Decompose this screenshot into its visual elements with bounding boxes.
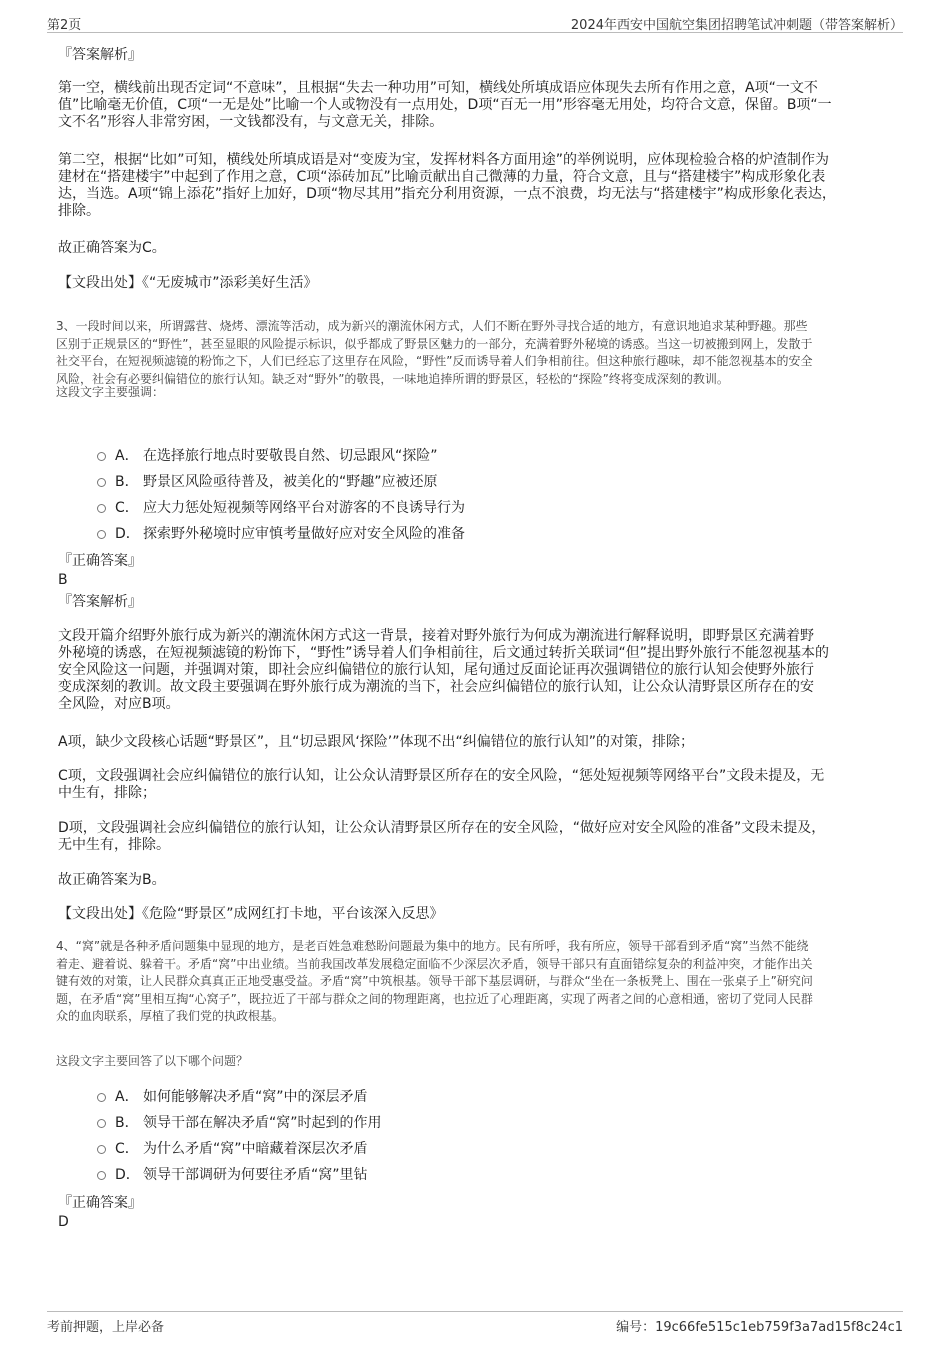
q3-conclusion: 故正确答案为B。 [58,872,166,888]
document-code [616,1316,903,1335]
q3-option-a[interactable] [97,447,597,465]
text-line: 第一空，横线前出现否定词“不意味”，且根据“失去一种功用”可知，横线处所填成语应体现失去所有作用之意，A项“一文不 [58,80,818,96]
text-line: 键有效的对策，让人民群众真真正正地受惠受益。矛盾“窝”中筑根基。领导干部下基层调研，与群众“坐在一条板凳上、围在一张桌子上”研究问 [56,974,813,988]
q4-option-b[interactable] [97,1114,597,1132]
text-line: 4、“窝”就是各种矛盾问题集中显现的地方，是老百姓急难愁盼问题最为集中的地方。民有所呼，我有所应，领导干部看到矛盾“窝”当然不能绕 [56,939,809,953]
option-text: 如何能够解决矛盾“窝”中的深层矛盾 [143,1089,368,1105]
q3-analysis-option-c [58,768,898,802]
q2-analysis-para1 [58,80,898,131]
option-text: 领导干部在解决矛盾“窝”时起到的作用 [143,1115,382,1131]
option-letter: B． [115,1115,139,1131]
q3-option-b[interactable] [97,473,597,491]
text-line: 建材在“搭建楼宇”中起到了作用之意，C项“添砖加瓦”比喻贡献出自己微薄的力量，符合文意，且与“搭建楼宇”构成形象化表 [58,169,826,185]
q2-conclusion: 故正确答案为C。 [58,240,166,256]
option-letter: C． [115,500,139,516]
text-line: 3、一段时间以来，所谓露营、烧烤、漂流等活动，成为新兴的潮流休闲方式，人们不断在野外寻找合适的地方，有意识地追求某种野趣。那些 [56,319,808,333]
option-text: 在选择旅行地点时要敬畏自然、切忌跟风“探险” [143,448,438,464]
q3-answer: B [58,572,68,588]
option-text: 野景区风险亟待普及，被美化的“野趣”应被还原 [143,474,438,490]
text-line: 风险，社会有必要纠偏错位的旅行认知。缺乏对“野外”的敬畏，一味地追捧所谓的野景区，轻松的“探险”终将变成深刻的教训。 [56,371,729,386]
radio-icon[interactable] [97,1145,106,1154]
option-letter: A． [115,1089,139,1105]
radio-icon[interactable] [97,478,106,487]
q2-source: 【文段出处】《“无废城市”添彩美好生活》 [58,275,318,291]
q3-stem [56,318,906,388]
radio-icon[interactable] [97,1171,106,1180]
option-text: 为什么矛盾“窝”中暗藏着深层次矛盾 [143,1141,368,1157]
q3-analysis-option-d [58,820,898,854]
q3-source: 【文段出处】《危险“野景区”成网红打卡地，平台该深入反思》 [58,906,444,922]
option-letter: B． [115,474,139,490]
option-text: 领导干部调研为何要往矛盾“窝”里钻 [143,1167,368,1183]
radio-icon[interactable] [97,530,106,539]
text-line: D项，文段强调社会应纠偏错位的旅行认知，让公众认清野景区所存在的安全风险，“做好应对安全风险的准备”文段未提及， [58,820,826,836]
text-line: 值”比喻毫无价值，C项“一无是处”比喻一个人或物没有一点用处，D项“百无一用”形容毫无用处，均符合文意，保留。B项“一 [58,97,832,113]
option-text: 探索野外秘境时应审慎考量做好应对安全风险的准备 [143,526,465,542]
q3-question: 这段文字主要强调： [56,385,165,399]
q4-option-d[interactable] [97,1166,597,1184]
text-line: 达，当选。A项“锦上添花”指好上加好，D项“物尽其用”指充分利用资源，一点不浪费，均无法与“搭建楼宇”构成形象化表达， [58,186,836,202]
text-line: 题，在矛盾“窝”里相互掏“心窝子”，既拉近了干部与群众之间的物理距离，也拉近了心理距离，实现了两者之间的心意相通，密切了党同人民群 [56,991,813,1006]
radio-icon[interactable] [97,452,106,461]
code-label: 编号： [616,1320,656,1335]
document-title: 2024年西安中国航空集团招聘笔试冲刺题（带答案解析） [570,18,903,33]
option-letter: A． [115,448,139,464]
text-line: 排除。 [58,203,100,219]
text-line: 众的血肉联系，厚植了我们党的执政根基。 [56,1009,285,1023]
text-line: 文段开篇介绍野外旅行成为新兴的潮流休闲方式这一背景，接着对野外旅行为何成为潮流进行解释说明，即野景区充满着野 [58,628,814,644]
option-letter: D． [115,526,140,542]
text-line: 全风险，对应B项。 [58,696,180,712]
q3-analysis-option-a [58,734,898,751]
text-line: 变成深刻的教训。故文段主要强调在野外旅行成为潮流的当下，社会应纠偏错位的旅行认知，让公众认清野景区所存在的安 [58,679,814,695]
text-line: A项，缺少文段核心话题“野景区”，且“切忌跟风‘探险’”体现不出“纠偏错位的旅行认知”的对策，排除； [58,734,694,750]
option-letter: C． [115,1141,139,1157]
text-line: 区别于正规景区的“野性”，甚至显眼的风险提示标识，似乎都成了野景区魅力的一部分，充满着野外秘境的诱惑。当这一切被搬到网上，发散于 [56,336,813,351]
q4-answer: D [58,1214,69,1230]
q4-stem [56,938,906,1026]
option-letter: D． [115,1167,140,1183]
text-line: 社交平台，在短视频滤镜的粉饰之下，人们已经忘了这里存在风险，“野性”反而诱导着人们争相前往。但这种旅行趣味，却不能忽视基本的安全 [56,354,813,368]
q4-answer-title: 『正确答案』 [58,1195,142,1211]
page-header [47,12,903,33]
text-line: 着走、避着说、躲着干。矛盾“窝”中出业绩。当前我国改革发展稳定面临不少深层次矛盾，领导干部只有直面错综复杂的利益冲突，才能作出关 [56,956,813,971]
text-line: 无中生有，排除。 [58,837,170,853]
text-line: C项，文段强调社会应纠偏错位的旅行认知，让公众认清野景区所存在的安全风险，“惩处短视频等网络平台”文段未提及，无 [58,768,825,784]
q3-analysis-para1 [58,628,898,713]
q4-question: 这段文字主要回答了以下哪个问题？ [56,1054,249,1068]
q4-option-a[interactable] [97,1088,597,1106]
text-line: 文不名”形容人非常穷困，一文钱都没有，与文意无关，排除。 [58,114,444,130]
q3-option-d[interactable] [97,525,597,543]
text-line: 中生有，排除； [58,785,156,801]
text-line: 安全风险这一问题，并强调对策，即社会应纠偏错位的旅行认知，尾句通过反面论证再次强调错位的旅行认知会使野外旅行 [58,662,814,678]
code-value: 19c66fe515c1eb759f3a7ad15f8c24c1 [655,1320,903,1335]
q2-analysis-title: 『答案解析』 [58,47,142,63]
q3-analysis-title: 『答案解析』 [58,594,142,610]
q3-option-c[interactable] [97,499,597,517]
radio-icon[interactable] [97,1119,106,1128]
option-text: 应大力惩处短视频等网络平台对游客的不良诱导行为 [143,500,465,516]
page-footer [47,1311,903,1334]
text-line: 第二空，根据“比如”可知，横线处所填成语是对“变废为宝，发挥材料各方面用途”的举例说明，应体现检验合格的炉渣制作为 [58,152,830,168]
q3-answer-title: 『正确答案』 [58,553,142,569]
q4-option-c[interactable] [97,1140,597,1158]
page-number: 第2页 [47,18,82,33]
radio-icon[interactable] [97,1093,106,1102]
text-line: 外秘境的诱惑，在短视频滤镜的粉饰下，“野性”诱导着人们争相前往，后文通过转折关联词“但”提出野外旅行不能忽视基本的 [58,645,830,661]
footer-slogan: 考前押题，上岸必备 [47,1320,165,1335]
q2-analysis-para2 [58,152,898,220]
radio-icon[interactable] [97,504,106,513]
